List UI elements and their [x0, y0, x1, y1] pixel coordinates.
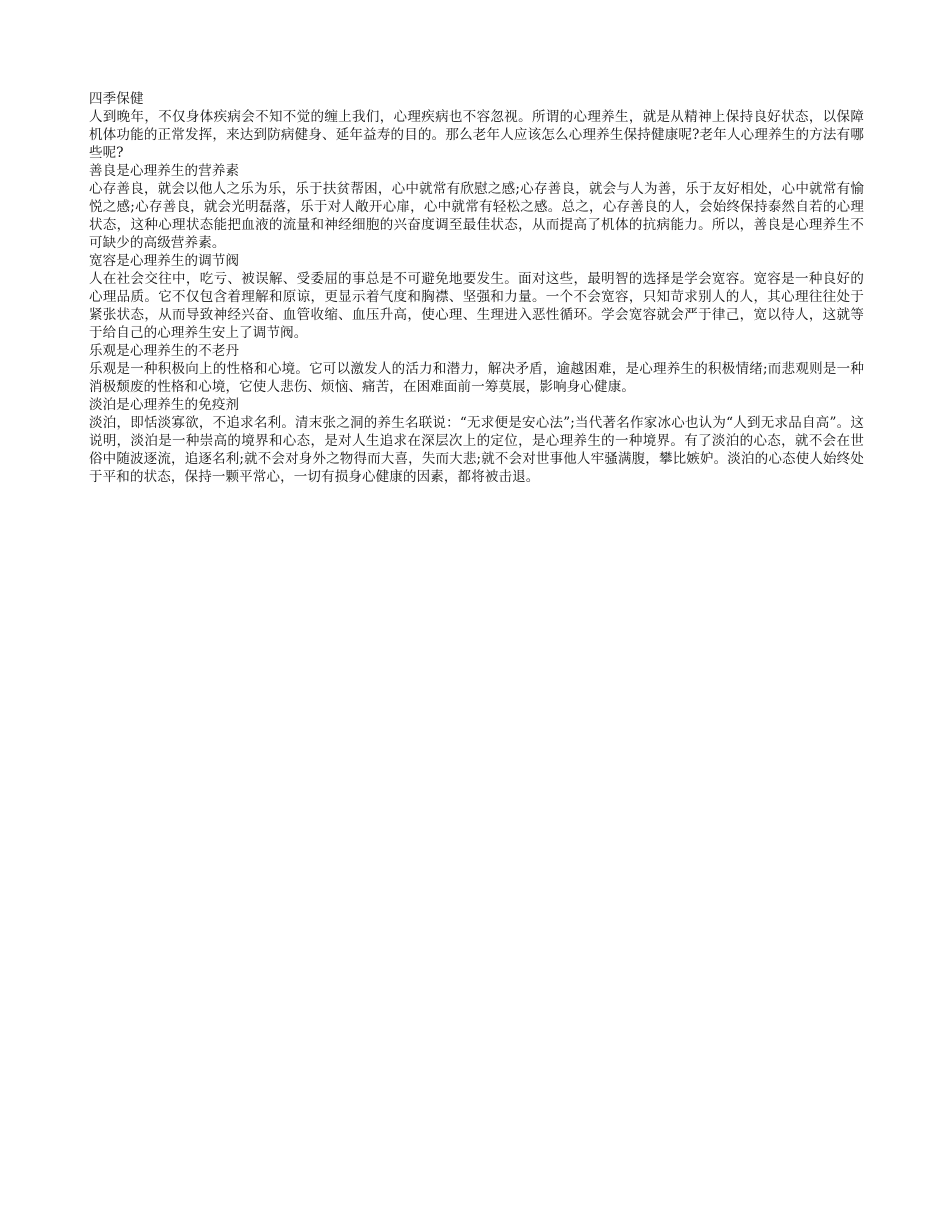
document-title: 四季保健: [89, 91, 144, 107]
section-optimism: [89, 342, 864, 396]
section-tolerance: [89, 252, 864, 342]
section-kindness: [89, 162, 864, 252]
section-heading: 淡泊是心理养生的免疫剂: [89, 397, 240, 413]
section-heading: 善良是心理养生的营养素: [89, 163, 240, 179]
section-indifference: [89, 396, 864, 486]
intro-paragraph: 人到晚年，不仅身体疾病会不知不觉的缠上我们，心理疾病也不容忽视。所谓的心理养生，就是从精神上保持良好状态，以保障机体功能的正常发挥，来达到防病健身、延年益寿的目的。那么老年人应该怎么心理养生保持健康呢?老年人心理养生的方法有哪些呢?: [89, 109, 864, 161]
section-paragraph: 乐观是一种积极向上的性格和心境。它可以激发人的活力和潜力，解决矛盾，逾越困难，是心理养生的积极情绪;而悲观则是一种消极颓废的性格和心境，它使人悲伤、烦恼、痛苦，在困难面前一筹莫展，影响身心健康。: [89, 361, 864, 395]
section-paragraph: 人在社会交往中，吃亏、被误解、受委屈的事总是不可避免地要发生。面对这些，最明智的选择是学会宽容。宽容是一种良好的心理品质。它不仅包含着理解和原谅，更显示着气度和胸襟、坚强和力量。一个不会宽容，只知苛求别人的人，其心理往往处于紧张状态，从而导致神经兴奋、血管收缩、血压升高，使心理、生理进入恶性循环。学会宽容就会严于律己，宽以待人，这就等于给自己的心理养生安上了调节阀。: [89, 271, 864, 341]
document-body: [89, 90, 864, 486]
section-paragraph: 淡泊，即恬淡寡欲，不追求名利。清末张之洞的养生名联说：“无求便是安心法”;当代著名作家冰心也认为“人到无求品自高”。这说明，淡泊是一种崇高的境界和心态，是对人生追求在深层次上的定位，是心理养生的一种境界。有了淡泊的心态，就不会在世俗中随波逐流，追逐名利;就不会对身外之物得而大喜，失而大悲;就不会对世事他人牢骚满腹，攀比嫉妒。淡泊的心态使人始终处于平和的状态，保持一颗平常心，一切有损身心健康的因素，都将被击退。: [89, 415, 864, 485]
section-heading: 宽容是心理养生的调节阀: [89, 253, 240, 269]
section-heading: 乐观是心理养生的不老丹: [89, 343, 240, 359]
section-paragraph: 心存善良，就会以他人之乐为乐，乐于扶贫帮困，心中就常有欣慰之感;心存善良，就会与人为善，乐于友好相处，心中就常有愉悦之感;心存善良，就会光明磊落，乐于对人敞开心扉，心中就常有轻松之感。总之，心存善良的人，会始终保持泰然自若的心理状态，这种心理状态能把血液的流量和神经细胞的兴奋度调至最佳状态，从而提高了机体的抗病能力。所以，善良是心理养生不可缺少的高级营养素。: [89, 181, 864, 251]
